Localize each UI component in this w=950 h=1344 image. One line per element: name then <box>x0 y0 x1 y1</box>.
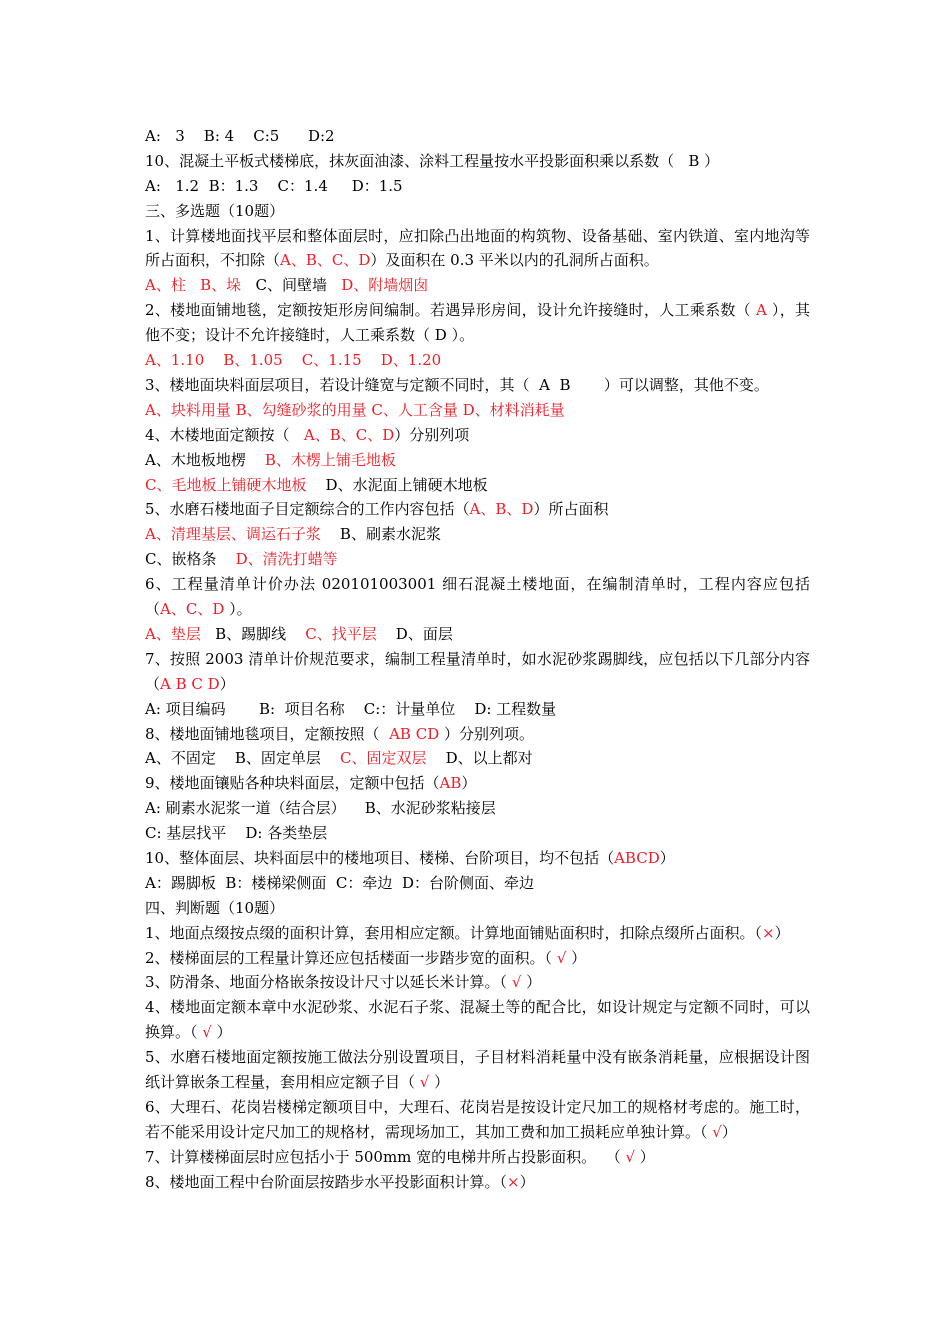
line-text: ） <box>461 774 477 793</box>
line-text: D、水泥面上铺硬木地板 <box>306 475 488 494</box>
line-text: 8、楼地面工程中台阶面层按踏步水平投影面积计算。（ <box>145 1172 508 1191</box>
line-text: ），其他不变；设计不允许接缝时，人工乘系数（ D ）。 <box>145 301 810 345</box>
answer-text: √ <box>625 1147 636 1166</box>
text-line <box>145 1170 810 1195</box>
line-text: C: 基层找平 D: 各类垫层 <box>145 824 328 843</box>
document-body <box>145 124 810 1195</box>
line-text: ） <box>211 1023 232 1042</box>
text-line <box>145 547 810 572</box>
answer-text: × <box>507 1172 520 1191</box>
answer-text: √ <box>556 948 567 967</box>
line-text: 7、按照 2003 清单计价规范要求，编制工程量清单时，如水泥砂浆踢脚线，应包括以下几部分内容（ <box>145 649 810 693</box>
line-text: 1、地面点缀按点缀的面积计算，套用相应定额。计算地面铺贴面积时，扣除点缀所占面积。（ <box>145 923 763 942</box>
line-text: 2、楼地面铺地毯，定额按矩形房间编制。若遇异形房间，设计允许接缝时，人工乘系数（ <box>145 301 757 320</box>
line-text: ）分别列项 <box>394 425 470 444</box>
text-line <box>145 1095 810 1145</box>
answer-text: ABCD <box>614 848 660 867</box>
answer-text: A <box>756 301 767 320</box>
answer-text: D、清洗打蜡等 <box>235 550 338 569</box>
line-text: ） <box>659 848 675 867</box>
answer-text: D、附墙烟囱 <box>341 276 429 295</box>
text-line <box>145 946 810 971</box>
text-line <box>145 398 810 423</box>
line-text: B、踢脚线 <box>200 624 306 643</box>
line-text: ）。 <box>224 600 252 618</box>
text-line <box>145 124 810 149</box>
text-line <box>145 771 810 796</box>
line-text: 4、木楼地面定额按（ <box>145 425 304 444</box>
text-line <box>145 174 810 199</box>
line-text: A: 3 B: 4 C:5 D:2 <box>145 127 335 145</box>
text-line <box>145 224 810 274</box>
text-line <box>145 522 810 547</box>
line-text: ） <box>219 674 235 693</box>
line-text: D、面层 <box>376 624 453 643</box>
text-line <box>145 697 810 722</box>
text-line <box>145 273 810 298</box>
answer-text: A、B、C、D <box>303 425 395 444</box>
line-text: A：踢脚板 B：楼梯梁侧面 C：牵边 D：台阶侧面、牵边 <box>145 873 534 892</box>
text-line <box>145 821 810 846</box>
text-line <box>145 497 810 522</box>
answer-text: √ <box>419 1073 430 1092</box>
line-text: C、嵌格条 <box>145 550 236 569</box>
answer-text: AB <box>439 774 462 793</box>
text-line <box>145 722 810 747</box>
text-line <box>145 1045 810 1095</box>
line-text: 6、工程量清单计价办法 020101003001 细石混凝土楼地面，在编制清单时，工程内容应包括（ <box>145 575 810 618</box>
line-text: ） <box>774 923 790 942</box>
answer-text: A、C、D <box>160 600 225 618</box>
line-text: 4、楼地面定额本章中水泥砂浆、水泥石子浆、混凝土等的配合比，如设计规定与定额不同时，可以换算。（ <box>145 998 810 1042</box>
line-text: ）及面积在 0.3 平米以内的孔洞所占面积。 <box>370 251 659 270</box>
answer-text: A B C D <box>160 674 220 693</box>
line-text: 四、判断题（10题） <box>145 898 285 917</box>
line-text: ） <box>429 1073 450 1092</box>
line-text: ） <box>635 1147 655 1166</box>
text-line <box>145 448 810 473</box>
answer-text: C、找平层 <box>305 624 377 643</box>
line-text: 5、水磨石楼地面定额按施工做法分别设置项目，子目材料消耗量中没有嵌条消耗量，应根据设计图纸计算嵌条工程量，套用相应定额子目（ <box>145 1048 810 1092</box>
text-line <box>145 746 810 771</box>
answer-text: AB CD <box>389 724 440 743</box>
answer-text: A、B、D <box>469 500 534 519</box>
text-line <box>145 995 810 1045</box>
text-line <box>145 473 810 498</box>
line-text: ） <box>721 1122 737 1141</box>
text-line <box>145 647 810 697</box>
answer-text: √ <box>202 1023 212 1042</box>
answer-text: A、B、C、D <box>280 251 371 270</box>
text-line <box>145 896 810 921</box>
text-line <box>145 796 810 821</box>
line-text: ） <box>566 948 587 967</box>
line-text: A、不固定 B、固定单层 <box>145 749 341 768</box>
text-line <box>145 572 810 622</box>
text-line <box>145 921 810 946</box>
line-text: D、以上都对 <box>426 749 533 768</box>
text-line <box>145 622 810 647</box>
text-line <box>145 846 810 871</box>
text-line <box>145 1145 810 1170</box>
answer-text: × <box>762 923 775 942</box>
line-text: 1、计算楼地面找平层和整体面层时，应扣除凸出地面的构筑物、设备基础、室内铁道、室内地沟等所占面积，不扣除（ <box>145 226 810 270</box>
text-line <box>145 298 810 348</box>
line-text: 三、多选题（10题） <box>145 201 285 220</box>
text-line <box>145 871 810 896</box>
answer-text: A、清理基层、调运石子浆 <box>145 525 321 544</box>
line-text: 10、整体面层、块料面层中的楼地项目、楼梯、台阶项目，均不包括（ <box>145 848 615 867</box>
answer-text: C、毛地板上铺硬木地板 <box>145 475 307 494</box>
line-text: 6、大理石、花岗岩楼梯定额项目中，大理石、花岗岩是按设计定尺加工的规格材考虑的。施工时，若不能采用设计定尺加工的规格材，需现场加工，其加工费和加工损耗应单独计算。（ <box>145 1097 810 1141</box>
text-line <box>145 199 810 224</box>
line-text: ） <box>519 1172 535 1191</box>
line-text: 9、楼地面镶贴各种块料面层，定额中包括（ <box>145 774 440 793</box>
line-text: 2、楼梯面层的工程量计算还应包括楼面一步踏步宽的面积。（ <box>145 948 557 967</box>
line-text: ）所占面积 <box>533 500 609 519</box>
answer-text: A、1.10 B、1.05 C、1.15 D、1.20 <box>145 351 442 370</box>
line-text: 8、楼地面铺地毯项目，定额按照（ <box>145 724 390 743</box>
line-text: 7、计算楼梯面层时应包括小于 500mm 宽的电梯井所占投影面积。 （ <box>145 1147 626 1166</box>
answer-text: C、固定双层 <box>340 749 427 768</box>
answer-text: √ <box>511 973 522 992</box>
text-line <box>145 149 810 174</box>
answer-text: B、木楞上铺毛地板 <box>264 450 396 469</box>
line-text: 3、楼地面块料面层项目，若设计缝宽与定额不同时，其（ A B ）可以调整，其他不变。 <box>145 375 769 394</box>
text-line <box>145 423 810 448</box>
line-text: B、刷素水泥浆 <box>320 525 441 544</box>
text-line <box>145 348 810 373</box>
line-text: A: 项目编码 B: 项目名称 C:：计量单位 D: 工程数量 <box>145 699 557 718</box>
text-line <box>145 373 810 398</box>
line-text: A: 刷素水泥浆一道（结合层） B、水泥砂浆粘接层 <box>145 799 496 818</box>
line-text: 5、水磨石楼地面子目定额综合的工作内容包括（ <box>145 500 470 519</box>
answer-text: A、垫层 <box>145 624 201 643</box>
line-text: ）分别列项。 <box>439 724 535 743</box>
line-text: C、间壁墙 <box>241 276 342 295</box>
line-text: 10、混凝土平板式楼梯底，抹灰面油漆、涂料工程量按水平投影面积乘以系数（ B ） <box>145 151 720 170</box>
text-line <box>145 970 810 995</box>
line-text: A: 1.2 B：1.3 C：1.4 D：1.5 <box>145 176 403 195</box>
answer-text: A、柱 B、垛 <box>145 276 242 295</box>
answer-text: √ <box>712 1122 722 1141</box>
line-text: A、木地板地楞 <box>145 450 265 469</box>
line-text: ） <box>521 973 542 992</box>
line-text: 3、防滑条、地面分格嵌条按设计尺寸以延长米计算。（ <box>145 973 512 992</box>
answer-text: A、块料用量 B、勾缝砂浆的用量 C、人工含量 D、材料消耗量 <box>145 400 565 419</box>
